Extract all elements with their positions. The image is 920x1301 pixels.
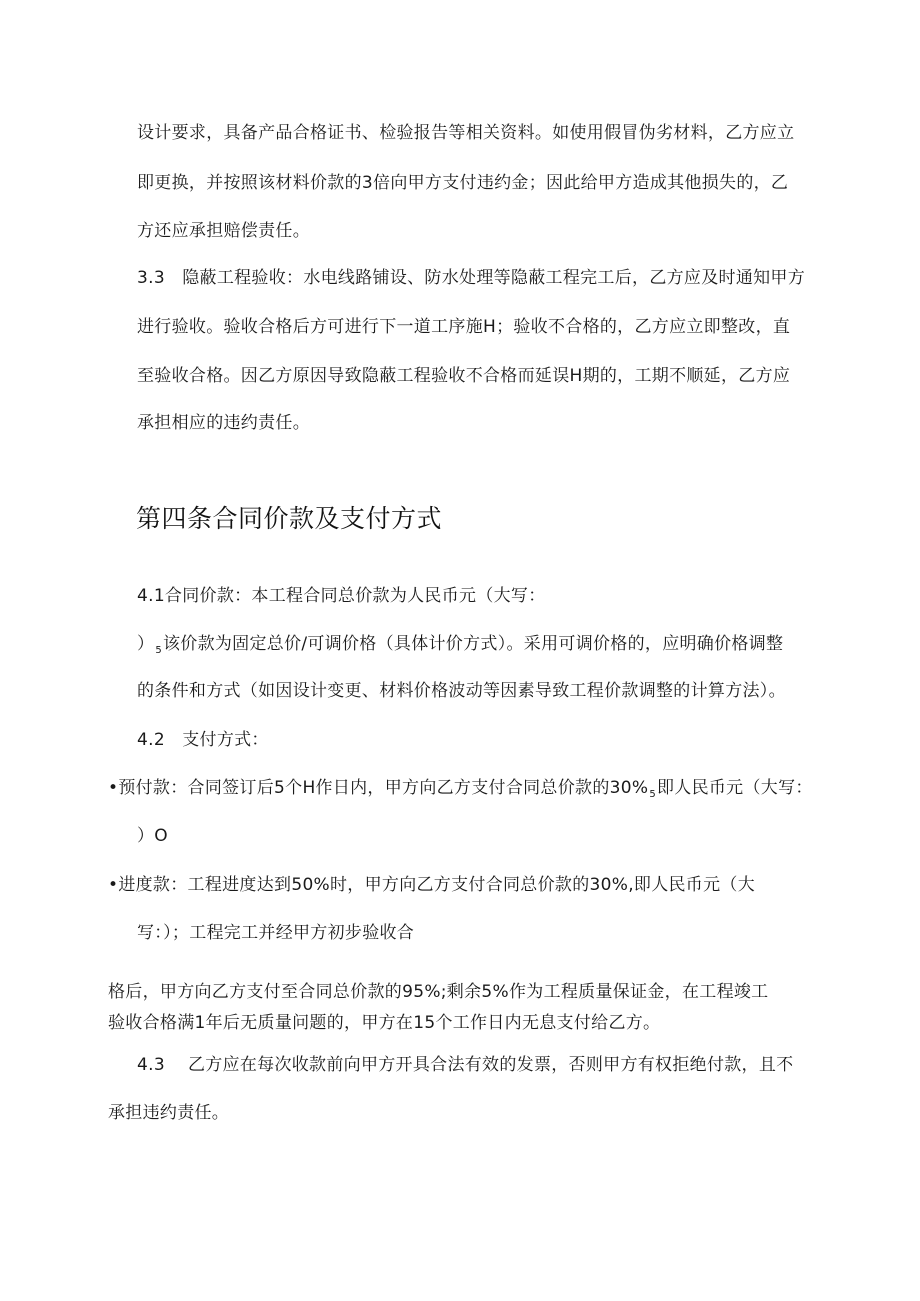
s3-p1-line2: 即更换，并按照该材料价款的3倍向甲方支付违约金；因此给甲方造成其他损失的，乙: [137, 173, 789, 193]
s3-p2-line2: 进行验收。验收合格后方可进行下一道工序施H；验收不合格的，乙方应立即整改，直: [137, 317, 791, 337]
p41-line1: 4.1合同价款：本工程合同总价款为人民币元（大写：: [137, 586, 546, 606]
p41-line2-sub: 5: [155, 645, 162, 656]
p42-progress-line1: •进度款：工程进度达到50%时，甲方向乙方支付合同总价款的30%,即人民币元（大: [108, 875, 755, 895]
p42-title: 4.2 支付方式：: [137, 730, 269, 750]
s3-p1-line1: 设计要求，具备产品合格证书、检验报告等相关资料。如使用假冒伪劣材料，乙方应立: [137, 123, 795, 143]
s3-p2-line4: 承担相应的违约责任。: [137, 413, 310, 433]
p42-progress-line3: 格后，甲方向乙方支付至合同总价款的95%;剩余5%作为工程质量保证金，在工程竣工: [108, 982, 769, 1002]
s3-p2-line3: 至验收合格。因乙方原因导致隐蔽工程验收不合格而延误H期的，工期不顺延，乙方应: [137, 366, 791, 386]
p43-line2: 承担违约责任。: [108, 1103, 230, 1123]
p43-line1: 4.3 乙方应在每次收款前向甲方开具合法有效的发票，否则甲方有权拒绝付款，且不: [137, 1055, 794, 1075]
p42-prepay-line2: ）O: [137, 826, 168, 846]
p41-line2: [137, 633, 783, 658]
section-heading: 第四条合同价款及支付方式: [136, 504, 443, 533]
p41-line2-post: 该价款为固定总价/可调价格（具体计价方式）。采用可调价格的，应明确价格调整: [162, 634, 784, 654]
p42-prepay-post: 即人民币元（大写：: [656, 778, 813, 798]
p42-prepay-pre: •预付款：合同签订后5个H作日内，甲方向乙方支付合同总价款的30%: [108, 778, 649, 798]
p42-progress-line2: 写：）；工程完工并经甲方初步验收合: [137, 923, 415, 943]
p41-line2-pre: ）: [137, 634, 155, 654]
p42-progress-line4: 验收合格满1年后无质量问题的，甲方在15个工作日内无息支付给乙方。: [108, 1013, 661, 1033]
p42-prepay-sub: 5: [649, 789, 656, 800]
s3-p1-line3: 方还应承担赔偿责任。: [137, 221, 310, 241]
s3-p2-line1: 3.3 隐蔽工程验收：水电线路铺设、防水处理等隐蔽工程完工后，乙方应及时通知甲方: [137, 268, 806, 288]
p41-line3: 的条件和方式（如因设计变更、材料价格波动等因素导致工程价款调整的计算方法）。: [137, 681, 786, 701]
p42-prepay-line1: [108, 777, 813, 802]
